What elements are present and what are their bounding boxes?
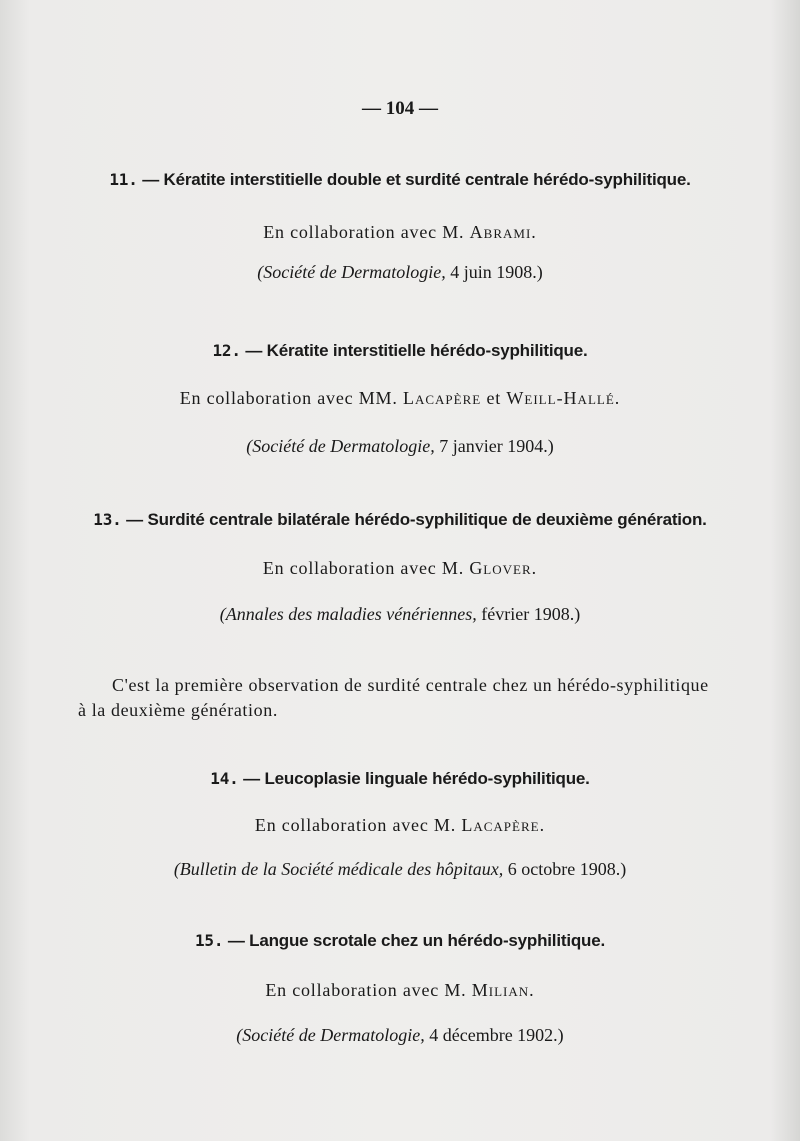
entry-15-heading	[0, 931, 800, 951]
entry-11-reference	[0, 262, 800, 283]
entry-15-collab-names: Milian.	[471, 980, 535, 1000]
entry-11-collab-prefix: En collaboration avec M.	[263, 222, 465, 242]
entry-13-number: 13.	[93, 510, 122, 529]
entry-14-ref-date: 6 octobre 1908.)	[507, 859, 627, 879]
entry-12-ref-source: (Société de Dermatologie,	[246, 436, 435, 456]
entry-12-ref-date: 7 janvier 1904.)	[439, 436, 554, 456]
entry-13-ref-source: (Annales des maladies vénériennes,	[219, 604, 477, 624]
entry-15-title: — Langue scrotale chez un hérédo-syphilitique.	[227, 931, 605, 950]
entry-12-collab-name-1: Lacapère	[402, 388, 482, 408]
entry-14-collaboration	[0, 815, 800, 836]
entry-11-collab-names: Abrami.	[469, 222, 537, 242]
entry-13-paragraph-line-1: C'est la première observation de surdité centrale chez un hérédo-syphilitique	[112, 675, 709, 695]
entry-12-heading	[0, 341, 800, 361]
entry-15-reference	[0, 1025, 800, 1046]
entry-14-heading	[0, 769, 800, 789]
entry-14-collab-prefix: En collaboration avec M.	[254, 815, 457, 835]
entry-13-collab-prefix: En collaboration avec M.	[262, 558, 464, 578]
entry-15-ref-source: (Société de Dermatologie,	[236, 1025, 425, 1045]
entry-15-ref-date: 4 décembre 1902.)	[429, 1025, 564, 1045]
entry-13-ref-date: février 1908.)	[481, 604, 581, 624]
entry-11-number: 11.	[109, 170, 138, 189]
entry-11-ref-source: (Société de Dermatologie,	[257, 262, 446, 282]
entry-13-reference	[0, 604, 800, 625]
entry-15-collab-prefix: En collaboration avec M.	[265, 980, 467, 1000]
entry-12-collaboration	[0, 388, 800, 409]
entry-12-collab-conjunction: et	[486, 388, 502, 408]
entry-12-reference	[0, 436, 800, 457]
entry-15-collaboration	[0, 980, 800, 1001]
page-number: — 104 —	[362, 98, 438, 119]
entry-14-reference	[0, 859, 800, 880]
entry-11-collaboration	[0, 222, 800, 243]
entry-14-ref-source: (Bulletin de la Société médicale des hôpitaux,	[173, 859, 504, 879]
entry-15-number: 15.	[195, 931, 224, 950]
entry-14-title: — Leucoplasie linguale hérédo-syphilitique.	[243, 769, 590, 788]
entry-12-title: — Kératite interstitielle hérédo-syphilitique.	[245, 341, 588, 360]
entry-13-collab-names: Glover.	[469, 558, 538, 578]
entry-13-heading	[0, 510, 800, 530]
entry-12-number: 12.	[212, 341, 241, 360]
entry-14-number: 14.	[210, 769, 239, 788]
entry-13-title: — Surdité centrale bilatérale hérédo-syphilitique de deuxième génération.	[126, 510, 707, 529]
entry-12-collab-prefix: En collaboration avec MM.	[179, 388, 398, 408]
entry-13-collaboration	[0, 558, 800, 579]
entry-13-paragraph	[78, 673, 768, 723]
entry-11-heading	[0, 170, 800, 190]
entry-12-collab-name-2: Weill-Hallé.	[506, 388, 621, 408]
entry-13-paragraph-line-2: à la deuxième génération.	[78, 700, 278, 720]
entry-11-title: — Kératite interstitielle double et surdité centrale hérédo-syphilitique.	[142, 170, 691, 189]
entry-11-ref-date: 4 juin 1908.)	[450, 262, 543, 282]
entry-14-collab-names: Lacapère.	[461, 815, 546, 835]
